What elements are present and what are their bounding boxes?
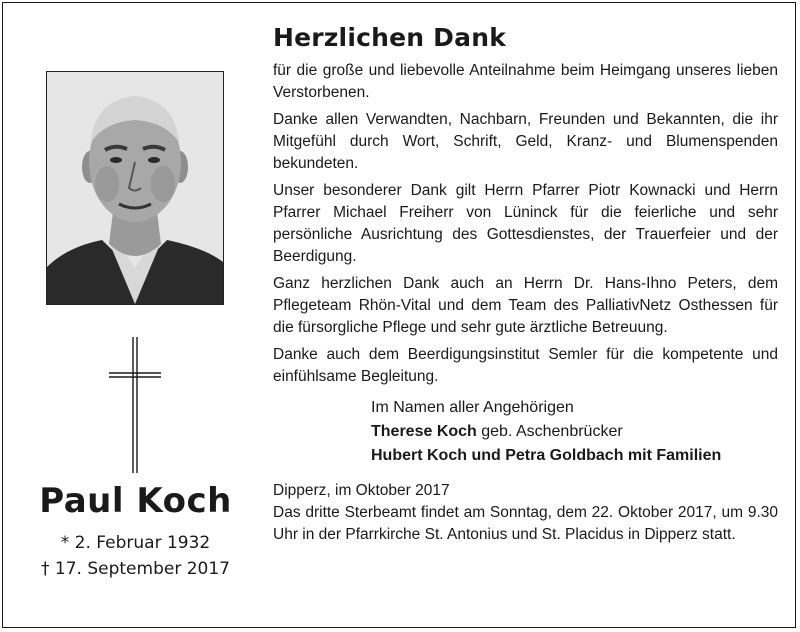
birth-date: * 2. Februar 1932 [60,533,211,553]
left-column [3,3,268,627]
deceased-name: Paul Koch [39,481,232,521]
paragraph-2: Danke allen Verwandten, Nachbarn, Freunden und Bekannten, die ihr Mitgefühl durch Wort, Schrift, Geld, Kranz- und Blumenspenden bekundeten. [273,111,778,172]
obituary-card [2,2,796,628]
portrait-photo [46,71,224,305]
signature-block [371,396,778,468]
signature-line-2: Hubert Koch und Petra Goldbach mit Familien [371,447,722,464]
page-title: Herzlichen Dank [273,23,507,52]
service-notice: Das dritte Sterbeamt findet am Sonntag, dem 22. Oktober 2017, um 9.30 Uhr in der Pfarrkirche St. Antonius und St. Placidus in Dipperz statt. [273,504,778,543]
paragraph-5: Danke auch dem Beerdigungsinstitut Semler für die kompetente und einfühlsame Begleitung. [273,346,778,385]
right-column [273,23,778,551]
signature-intro: Im Namen aller Angehörigen [371,399,574,416]
paragraph-1: für die große und liebevolle Anteilnahme beim Heimgang unseres lieben Verstorbenen. [273,62,778,101]
paragraph-4: Ganz herzlichen Dank auch an Herrn Dr. Hans-Ihno Peters, dem Pflegeteam Rhön-Vital und dem Team des PalliativNetz Osthessen für die fürsorgliche Pflege und sehr gute ärztliche Betreuung. [273,275,778,336]
cross-icon [109,337,161,478]
paragraph-3: Unser besonderer Dank gilt Herrn Pfarrer Piotr Kownacki und Herrn Pfarrer Michael Freiherr von Lüninck für die feierliche und sehr persönliche Ausrichtung des Gottesdienstes, der Trauerfeier und der Beerdigung. [273,182,778,265]
signature-name-1-suffix: geb. Aschenbrücker [476,423,623,440]
life-dates [3,530,268,582]
signature-line-1 [371,420,778,444]
place-date: Dipperz, im Oktober 2017 [273,482,450,499]
death-date: † 17. September 2017 [41,559,230,579]
signature-name-1: Therese Koch [371,423,477,440]
